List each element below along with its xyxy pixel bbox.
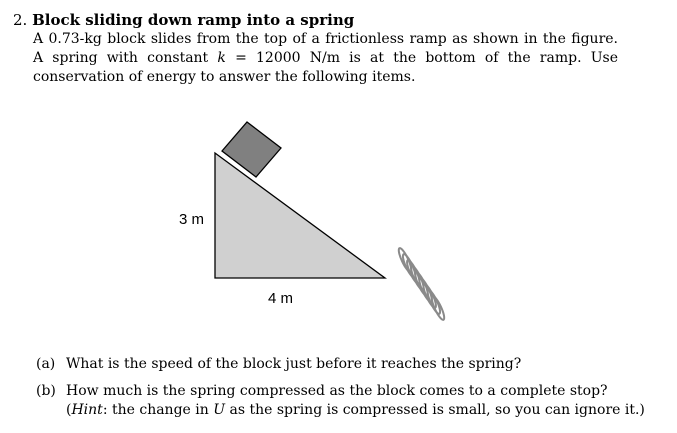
- part-a: [36, 355, 656, 374]
- spring-coil: [430, 295, 447, 321]
- spring-coil: [425, 289, 442, 315]
- part-b: [36, 382, 656, 420]
- hint-text-1: : the change in: [102, 402, 214, 418]
- part-b-hint: (Hint: the change in U as the spring is compressed is small, so you can ignore it.): [66, 402, 645, 418]
- ramp-triangle: [215, 153, 385, 278]
- potential-energy-symbol: U: [213, 402, 226, 418]
- question-parts: [36, 355, 656, 420]
- part-a-label: (a): [36, 356, 56, 372]
- part-b-label: (b): [36, 383, 56, 399]
- description-part-2: = 12000 N/m is at the bottom of the ramp. Use conservation of energy to answer the following items.: [33, 50, 618, 85]
- description-part-1: A 0.73-kg block slides from the top of a frictionless ramp as shown in the figure. A spring with constant: [33, 31, 618, 66]
- ramp-diagram: [160, 108, 490, 333]
- problem-number: 2.: [13, 11, 28, 29]
- base-label: 4 m: [268, 290, 294, 307]
- problem-heading: [13, 10, 653, 30]
- height-label: 3 m: [179, 211, 205, 228]
- hint-text-2: as the spring is compressed is small, so you can ignore it.): [225, 402, 645, 418]
- spring: [397, 247, 447, 321]
- part-a-text: What is the speed of the block just before it reaches the spring?: [66, 356, 522, 372]
- problem-title: Block sliding down ramp into a spring: [32, 11, 355, 29]
- part-b-text: How much is the spring compressed as the block comes to a complete stop?: [66, 383, 608, 399]
- problem-statement: [13, 10, 653, 87]
- spring-coil: [421, 283, 438, 309]
- problem-description: [33, 30, 618, 87]
- spring-constant-symbol: k: [217, 50, 226, 66]
- hint-word: Hint: [71, 402, 103, 418]
- ramp-figure: [160, 108, 490, 333]
